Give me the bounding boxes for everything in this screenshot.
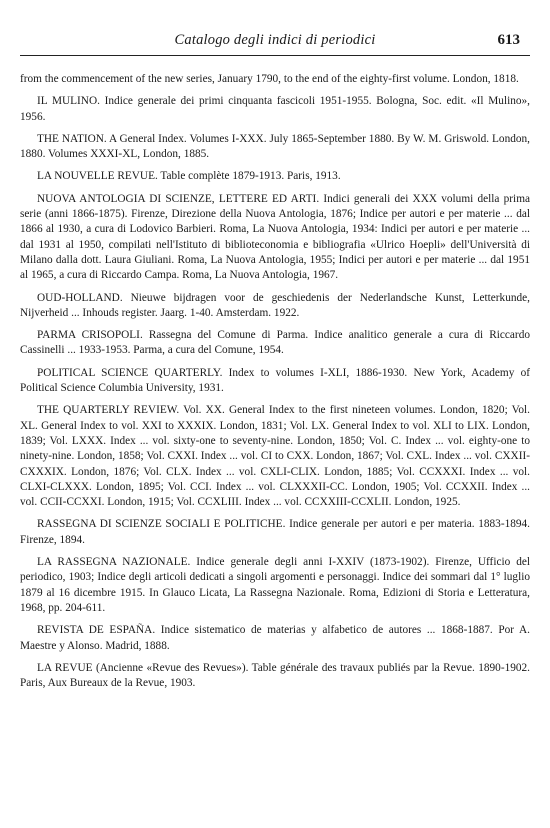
entry-political-science-quarterly: POLITICAL SCIENCE QUARTERLY. Index to volumes I-XLI, 1886-1930. New York, Academy of Political Science Columbia University, 1931. <box>20 366 530 395</box>
entry-il-mulino: IL MULINO. Indice generale dei primi cinquanta fascicoli 1951-1955. Bologna, Soc. edit. «Il Mulino», 1956. <box>20 95 530 123</box>
header-rule <box>20 55 530 56</box>
entry-revista-de-espana: REVISTA DE ESPAÑA. Indice sistematico de materias y alfabetico de autores ... 1868-1887. Por A. Maestre y Alonso. Madrid, 1888. <box>20 624 530 652</box>
page-header <box>20 32 530 54</box>
entry-parma-crisopoli: PARMA CRISOPOLI. Rassegna del Comune di Parma. Indice analitico generale a cura di Riccardo Cassinelli ... 1933-1953. Parma, a cura del Comune, 1954. <box>20 329 530 357</box>
entry-nuova-antologia: NUOVA ANTOLOGIA DI SCIENZE, LETTERE ED ARTI. Indici generali dei XXX volumi della prima serie (anni 1866-1875). Firenze, Direzione della Nuova Antologia, 1876; Indice per autori e per materie ... dal 1866 al 1930, a cura di Lodovico Barbieri. Roma, La Nuova Antologia, 1934: Indici per autori e per materie ... dal 1931 al 1950, compilati nell'Istituto di biblioteconomia e bibliografia «Ulrico Hoepli» dell'Università di Milano dalla dott. Laura Giuliani. Roma, La Nuova Antologia, 1955; Indici per autori e per materie ... dal 1951 al 1965, a cura di Riccardo Campa. Roma, La Nuova Antologia, 1967. <box>20 192 530 282</box>
entry-the-nation: THE NATION. A General Index. Volumes I-XXX. July 1865-September 1880. By W. M. Griswold. London, 1880. Volumes XXXI-XL, London, 1885. <box>20 132 530 161</box>
entry-la-revue: LA REVUE (Ancienne «Revue des Revues»). Table générale des travaux publiés par la Revue. 1890-1902. Paris, Aux Bureaux de la Revue, 1903. <box>20 661 530 690</box>
entry-continuation: from the commencement of the new series, January 1790, to the end of the eighty-first volume. London, 1818. <box>20 73 519 85</box>
entry-quarterly-review: THE QUARTERLY REVIEW. Vol. XX. General Index to the first nineteen volumes. London, 1820; Vol. XL. General Index to vol. XXI to XXXIX. London, 1831; Vol. LX. General Index to vol. XLI to LIX. London, 1839; Vol. LXXX. Index ... vol. sixty-one to seventy-nine. London, 1850; Vol. C. Index ... vol. eighty-one to ninety-nine. London, 1858; Vol. CXXI. Index ... vol. CI to CXX. London, 1867; Vol. CXL. Index ... vol. CXXII-CXXXIX. London, 1876; Vol. CLX. Index ... vol. CXLI-CLIX. London, 1885; Vol. CCXXXI. Index ... vol. CLXI-CLXXX. London, 1895; Vol. CCI. Index ... vol. CLXXXII-CC. London, 1905; Vol. CCXXII. Index ... vol. CCII-CCXXI. London, 1915; Vol. CCXLIII. Index ... vol. CCXXIII-CCXLII. London, 1925. <box>20 404 530 509</box>
index-entries <box>20 72 530 698</box>
page-number: 613 <box>497 32 520 48</box>
entry-rassegna-scienze-sociali: RASSEGNA DI SCIENZE SOCIALI E POLITICHE. Indice generale per autori e per materia. 1883-1894. Firenze, 1894. <box>20 518 530 546</box>
entry-la-nouvelle-revue: LA NOUVELLE REVUE. Table complète 1879-1913. Paris, 1913. <box>37 170 341 183</box>
entry-rassegna-nazionale: LA RASSEGNA NAZIONALE. Indice generale degli anni I-XXIV (1873-1902). Firenze, Ufficio del periodico, 1903; Indice degli articoli dedicati a singoli argomenti e personaggi. Indice dei sommari dal 1° luglio 1879 al 16 dicembre 1915. In Glauco Licata, La Rassegna Nazionale. Roma, Edizioni di Storia e Letteratura, 1968, pp. 204-611. <box>20 556 530 614</box>
running-title: Catalogo degli indici di periodici <box>174 32 376 48</box>
entry-oud-holland: OUD-HOLLAND. Nieuwe bijdragen voor de geschiedenis der Nederlandsche Kunst, Letterkunde, Nijverheid ... Inhouds register. Jaarg. 1-40. Amsterdam. 1922. <box>20 291 530 319</box>
